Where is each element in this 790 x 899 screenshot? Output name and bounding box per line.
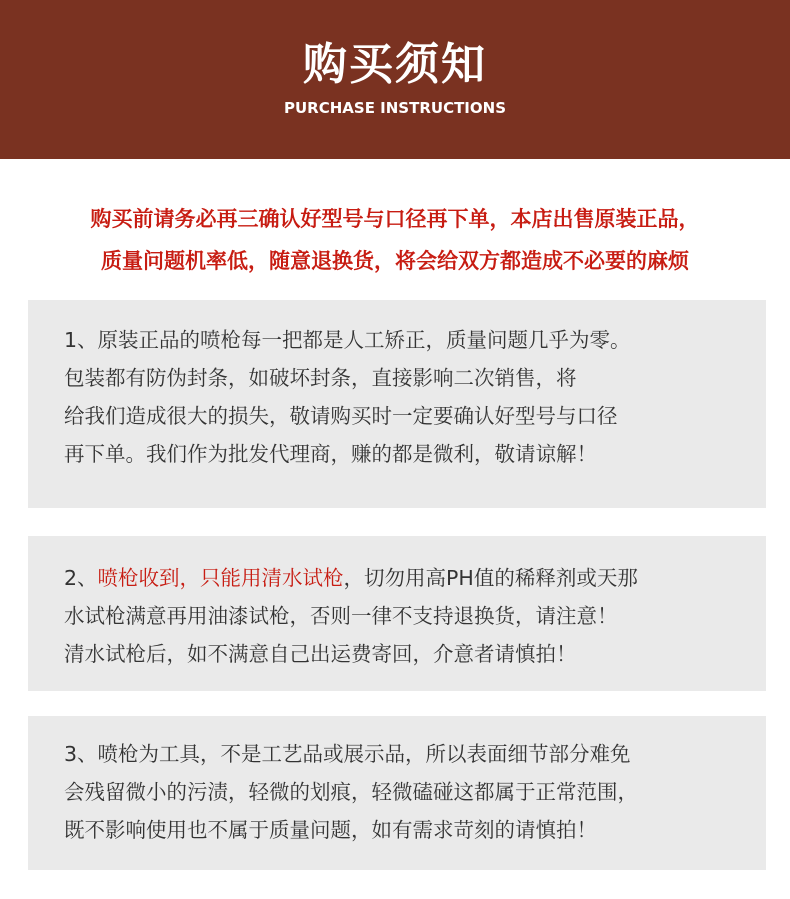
page-subtitle: PURCHASE INSTRUCTIONS (284, 99, 506, 117)
instruction-2-line-3: 清水试枪后，如不满意自己出运费寄回，介意者请慎拍！ (64, 642, 577, 666)
notice-line-1: 购买前请务必再三确认好型号与口径再下单，本店出售原装正品， (90, 207, 700, 231)
instruction-2-line-2: 水试枪满意再用油漆试枪，否则一律不支持退换货，请注意！ (64, 604, 618, 628)
instruction-3-line-3: 既不影响使用也不属于质量问题，如有需求苛刻的请慎拍！ (64, 818, 597, 842)
instruction-box-3 (28, 716, 766, 870)
instruction-3-line-1: 3、喷枪为工具，不是工艺品或展示品，所以表面细节部分难免 (64, 742, 631, 766)
header-banner (0, 0, 790, 159)
instruction-box-2 (28, 536, 766, 691)
instruction-2-rest: ，切勿用高PH值的稀释剂或天那 (343, 566, 638, 590)
instruction-box-1 (28, 300, 766, 508)
instruction-3-line-2: 会残留微小的污渍，轻微的划痕，轻微磕碰这都属于正常范围， (64, 780, 638, 804)
instruction-2-highlight: 喷枪收到，只能用清水试枪 (97, 566, 344, 590)
instruction-1-line-2: 包装都有防伪封条，如破坏封条，直接影响二次销售，将 (64, 366, 577, 390)
notice-line-2: 质量问题机率低，随意退换货，将会给双方都造成不必要的麻烦 (101, 249, 689, 273)
notice-text (0, 198, 790, 282)
instruction-1-line-4: 再下单。我们作为批发代理商，赚的都是微利，敬请谅解！ (64, 442, 597, 466)
instruction-1-line-1: 1、原装正品的喷枪每一把都是人工矫正，质量问题几乎为零。 (64, 328, 631, 352)
instruction-2-line-1 (64, 559, 740, 597)
instruction-2-prefix: 2、 (64, 566, 98, 590)
instruction-1-line-3: 给我们造成很大的损失，敬请购买时一定要确认好型号与口径 (64, 404, 618, 428)
page-title: 购买须知 (303, 39, 487, 90)
